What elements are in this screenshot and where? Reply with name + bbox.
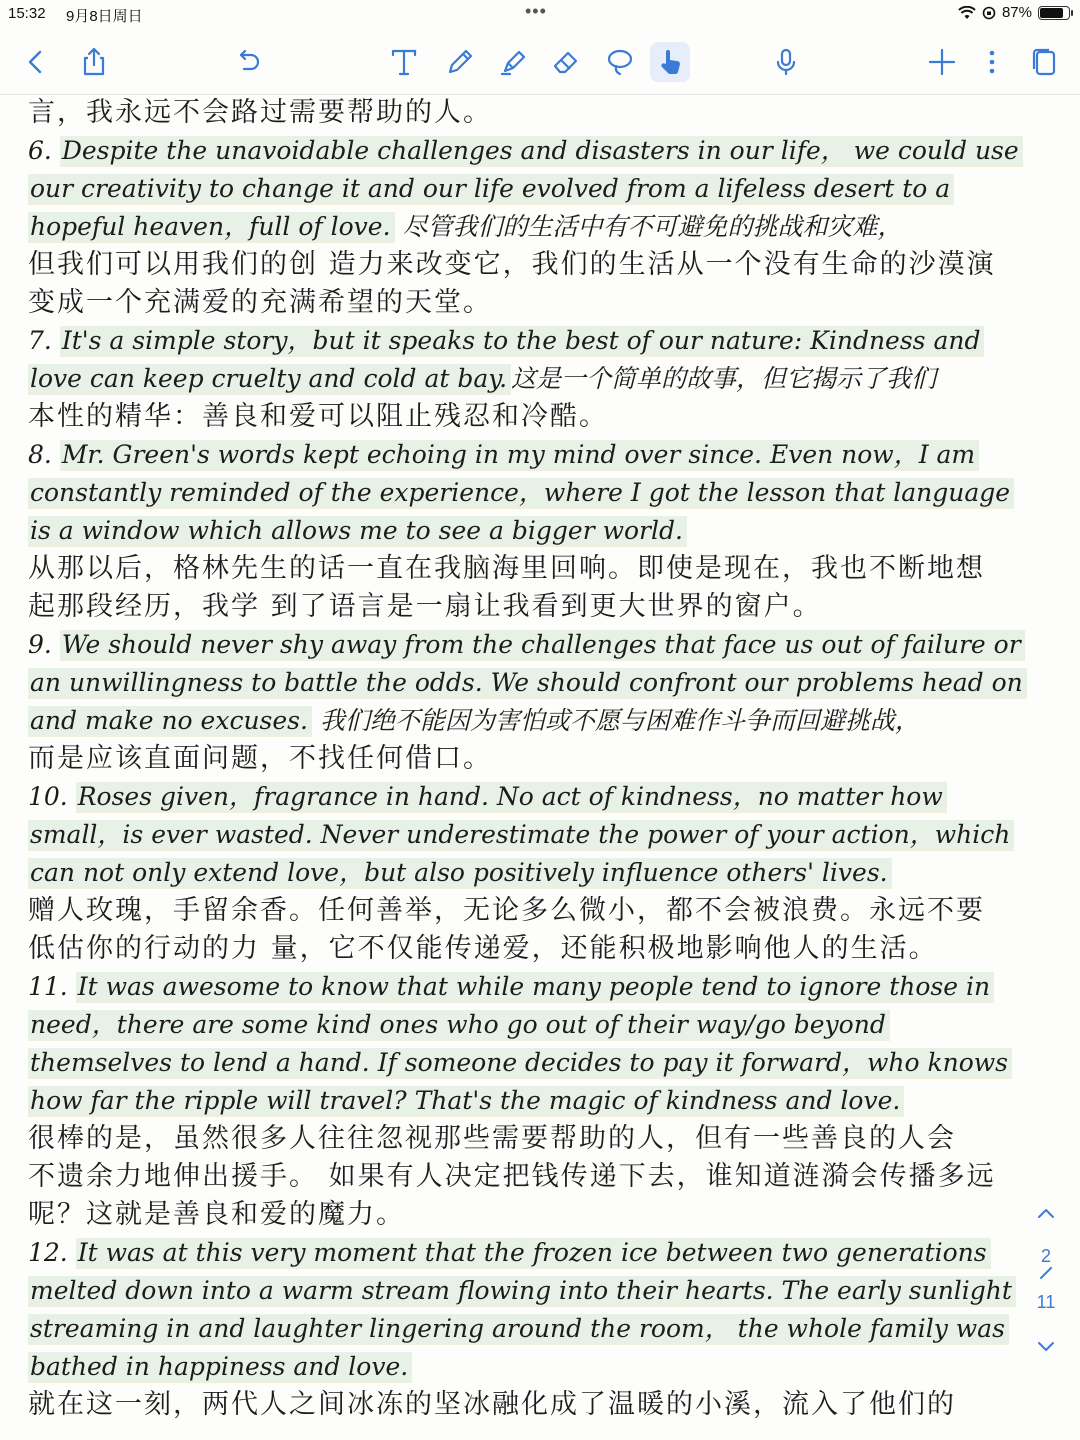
wifi-icon [958,6,976,20]
highlighted-text: is a window which allows me to see a bigger world. [28,516,687,545]
highlighted-text: constantly reminded of the experience，where I got the lesson that language [28,478,1014,507]
share-button[interactable] [74,42,114,82]
note-line [28,854,892,892]
share-icon [77,45,111,79]
note-line [28,208,902,246]
note-page[interactable] [0,94,1080,1440]
note-text: 11. [28,972,76,1001]
highlighted-text: can not only extend love，but also positively influence others' lives. [28,858,892,887]
note-line [28,1196,405,1234]
note-text: 起那段经历，我学 到了语言是一扇让我看到更大世界的窗户。 [28,591,822,622]
battery-percent: 87% [1001,4,1032,21]
note-text: 7. [28,326,60,355]
note-text: 就在这一刻，两代人之间冰冻的坚冰融化成了温暖的小溪，流入了他们的 [28,1389,956,1420]
hand-pointer-tool-button[interactable] [650,42,690,82]
status-bar [0,0,1080,28]
battery-icon [1038,6,1070,20]
pen-icon [443,45,477,79]
note-line [28,816,1014,854]
note-line [28,1310,1009,1348]
highlighter-icon [497,45,531,79]
note-text: 尽管我们的生活中有不可避免的挑战和灾难， [394,212,903,241]
note-line [28,968,994,1006]
note-line [28,1272,1016,1310]
highlighted-text: need，there are some kind ones who go out of their way/go beyond [28,1010,890,1039]
note-line [28,664,1027,702]
note-text: 变成一个充满爱的充满希望的天堂。 [28,287,492,318]
note-line [28,588,822,626]
note-line [28,626,1025,664]
back-icon [19,45,53,79]
highlighted-text: Mr. Green's words kept echoing in my mind over since. Even now，I am [60,440,979,469]
highlighted-text: how far the ripple will travel? That's the magic of kindness and love. [28,1086,904,1115]
note-line [28,1234,991,1272]
page-navigator [1026,1200,1066,1360]
highlighter-tool-button[interactable] [494,42,534,82]
note-line [28,1348,412,1386]
note-text: 赠人玫瑰，手留余香。任何善举，无论多么微小，都不会被浪费。永远不要 [28,895,985,926]
note-text: 言，我永远不会路过需要帮助的人。 [28,97,492,128]
highlighted-text: It was awesome to know that while many people tend to ignore those in [76,972,994,1001]
highlighted-text: Roses given，fragrance in hand. No act of kindness，no matter how [76,782,947,811]
total-page-count: 11 [1036,1292,1056,1312]
text-tool-icon [387,45,421,79]
eraser-icon [549,45,583,79]
more-icon [975,45,1009,79]
note-text: 不遗余力地伸出援手。 如果有人决定把钱传递下去，谁知道涟漪会传播多远 [28,1161,996,1192]
toolbar [0,28,1080,95]
highlighted-text: We should never shy away from the challenges that face us out of failure or [60,630,1025,659]
page-separator [1040,1267,1053,1280]
previous-page-icon[interactable] [1034,1202,1058,1226]
microphone-icon [769,45,803,79]
pages-button[interactable] [1024,42,1064,82]
note-line [28,360,936,398]
note-text: 12. [28,1238,76,1267]
highlighted-text: and make no excuses. [28,706,312,735]
highlighted-text: an unwillingness to battle the odds. We should confront our problems head on [28,668,1027,697]
orientation-lock-icon [982,6,996,20]
note-text: 呢？这就是善良和爱的魔力。 [28,1199,405,1230]
note-line [28,778,947,816]
note-text: 而是应该直面问题，不找任何借口。 [28,743,492,774]
pen-tool-button[interactable] [440,42,480,82]
highlighted-text: It was at this very moment that the frozen ice between two generations [76,1238,991,1267]
note-text: 本性的精华：善良和爱可以阻止残忍和冷酷。 [28,401,608,432]
note-text: 但我们可以用我们的创 造力来改变它，我们的生活从一个没有生命的沙漠演 [28,249,996,280]
note-line [28,1158,996,1196]
note-text: 6. [28,136,60,165]
highlighted-text: small，is ever wasted. Never underestimate the power of your action，which [28,820,1014,849]
note-text: 这是一个简单的故事，但它揭示了我们 [511,364,937,393]
status-date: 9月8日周日 [66,8,143,25]
note-line [28,1082,904,1120]
note-line [28,246,996,284]
note-line [28,740,492,778]
undo-icon [231,45,265,79]
highlighted-text: Despite the unavoidable challenges and disasters in our life， we could use [60,136,1023,165]
note-text: 10. [28,782,76,811]
note-text: 8. [28,440,60,469]
next-page-icon[interactable] [1034,1334,1058,1358]
multitasking-dots-icon[interactable]: ••• [525,1,547,21]
microphone-button[interactable] [766,42,806,82]
text-tool-button[interactable] [384,42,424,82]
note-line [28,1006,890,1044]
highlighted-text: love can keep cruelty and cold at bay. [28,364,511,393]
note-line [28,132,1023,170]
note-line [28,1044,1012,1082]
pages-icon [1027,45,1061,79]
highlighted-text: melted down into a warm stream flowing into their hearts. The early sunlight [28,1276,1016,1305]
current-page-number: 2 [1040,1246,1051,1266]
note-text: 9. [28,630,60,659]
note-line [28,474,1014,512]
note-text: 从那以后，格林先生的话一直在我脑海里回响。即使是现在，我也不断地想 [28,553,985,584]
highlighted-text: streaming in and laughter lingering around the room， the whole family was [28,1314,1009,1343]
note-line [28,892,985,930]
note-line [28,930,938,968]
hand-pointer-icon [653,45,687,79]
note-line [28,512,687,550]
note-text: 低估你的行动的力 量，它不仅能传递爱，还能积极地影响他人的生活。 [28,933,938,964]
undo-button[interactable] [228,42,268,82]
highlighted-text: hopeful heaven，full of love. [28,212,395,241]
note-line [28,702,920,740]
note-line [28,1386,956,1424]
lasso-tool-button[interactable] [600,42,640,82]
lasso-icon [603,45,637,79]
add-icon [925,45,959,79]
highlighted-text: It's a simple story，but it speaks to the best of our nature: Kindness and [60,326,985,355]
note-line [28,170,954,208]
back-button[interactable] [16,42,56,82]
add-button[interactable] [922,42,962,82]
note-line [28,284,492,322]
note-text: 很棒的是，虽然很多人往往忽视那些需要帮助的人，但有一些善良的人会 [28,1123,956,1154]
note-text: 我们绝不能因为害怕或不愿与困难作斗争而回避挑战， [311,706,920,735]
highlighted-text: bathed in happiness and love. [28,1352,412,1381]
note-line [28,94,492,132]
eraser-tool-button[interactable] [546,42,586,82]
note-line [28,550,985,588]
highlighted-text: our creativity to change it and our life evolved from a lifeless desert to a [28,174,954,203]
highlighted-text: themselves to lend a hand. If someone decides to pay it forward，who knows [28,1048,1012,1077]
more-button[interactable] [972,42,1012,82]
note-line [28,1120,956,1158]
note-line [28,398,608,436]
note-line [28,322,984,360]
note-line [28,436,979,474]
status-time: 15:32 [8,5,46,22]
